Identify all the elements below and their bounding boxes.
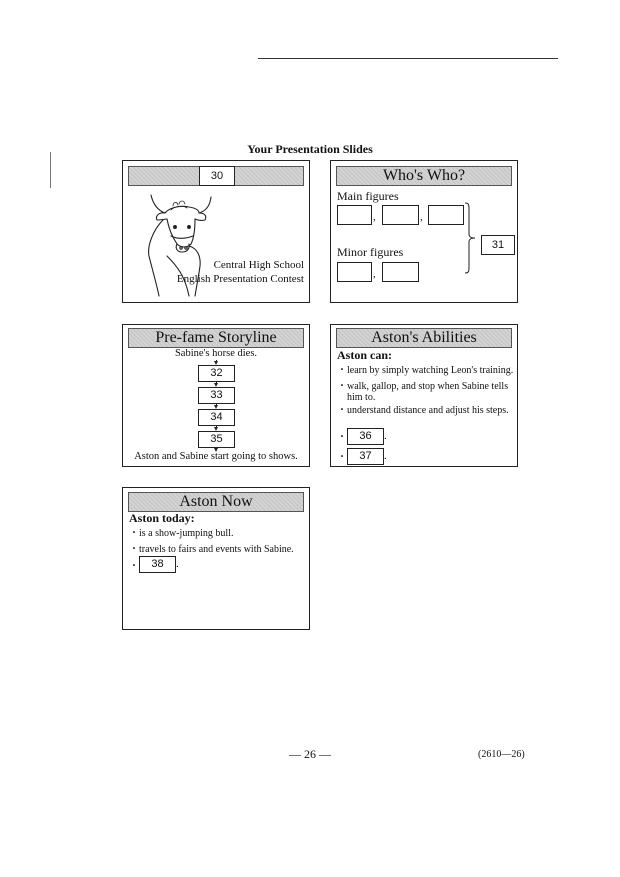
bracket <box>463 201 477 275</box>
minor-figure-box-2[interactable] <box>382 262 419 282</box>
page-title: Your Presentation Slides <box>247 142 373 156</box>
bullet-item: ・learn by simply watching Leon's training. <box>337 365 514 376</box>
main-figure-box-2[interactable] <box>382 205 419 225</box>
minor-figures-label: Minor figures <box>337 245 404 259</box>
bullet-item: ・walk, gallop, and stop when Sabine tells him to. <box>337 381 509 403</box>
contest-name: English Presentation Contest <box>176 273 304 285</box>
comma: , <box>373 268 376 280</box>
period: . <box>384 450 387 462</box>
answer-box-35[interactable]: 35 <box>198 431 235 448</box>
bullet-item: ・travels to fairs and events with Sabine. <box>129 544 294 555</box>
slide-banner: Pre-fame Storyline <box>128 328 304 348</box>
page-code: (2610—26) <box>478 749 525 760</box>
abilities-heading: Aston can: <box>337 348 393 362</box>
bullet-mark: ・ <box>337 452 347 463</box>
slide-banner: Who's Who? <box>336 166 512 186</box>
bullet-mark: ・ <box>129 561 139 572</box>
minor-figure-box-1[interactable] <box>337 262 372 282</box>
school-name: Central High School <box>213 259 304 271</box>
storyline-start: Sabine's horse dies. <box>174 348 258 359</box>
storyline-end: Aston and Sabine start going to shows. <box>134 451 298 462</box>
main-figure-box-3[interactable] <box>428 205 464 225</box>
main-figures-label: Main figures <box>337 189 399 203</box>
slide-banner: Aston Now <box>128 492 304 512</box>
answer-box-38[interactable]: 38 <box>139 556 176 573</box>
comma: , <box>420 211 423 223</box>
period: . <box>384 430 387 442</box>
slide-whos-who <box>330 160 518 303</box>
answer-box-33[interactable]: 33 <box>198 387 235 404</box>
bullet-item: ・understand distance and adjust his steps. <box>337 405 509 416</box>
answer-box-30[interactable]: 30 <box>199 166 235 186</box>
slide-banner: Aston's Abilities <box>336 328 512 348</box>
period: . <box>176 558 179 570</box>
main-figure-box-1[interactable] <box>337 205 372 225</box>
page-number: — 26 — <box>289 747 331 761</box>
slide-abilities <box>330 324 518 467</box>
bullet-item: ・is a show-jumping bull. <box>129 528 234 539</box>
answer-box-34[interactable]: 34 <box>198 409 235 426</box>
margin-mark <box>50 152 51 188</box>
answer-box-32[interactable]: 32 <box>198 365 235 382</box>
slide-title <box>122 160 310 303</box>
comma: , <box>373 211 376 223</box>
slide-aston-now <box>122 487 310 630</box>
answer-box-31[interactable]: 31 <box>481 235 515 255</box>
bullet-mark: ・ <box>337 432 347 443</box>
answer-box-36[interactable]: 36 <box>347 428 384 445</box>
today-heading: Aston today: <box>129 511 195 525</box>
top-rule <box>258 58 558 59</box>
slide-storyline <box>122 324 310 467</box>
answer-box-37[interactable]: 37 <box>347 448 384 465</box>
